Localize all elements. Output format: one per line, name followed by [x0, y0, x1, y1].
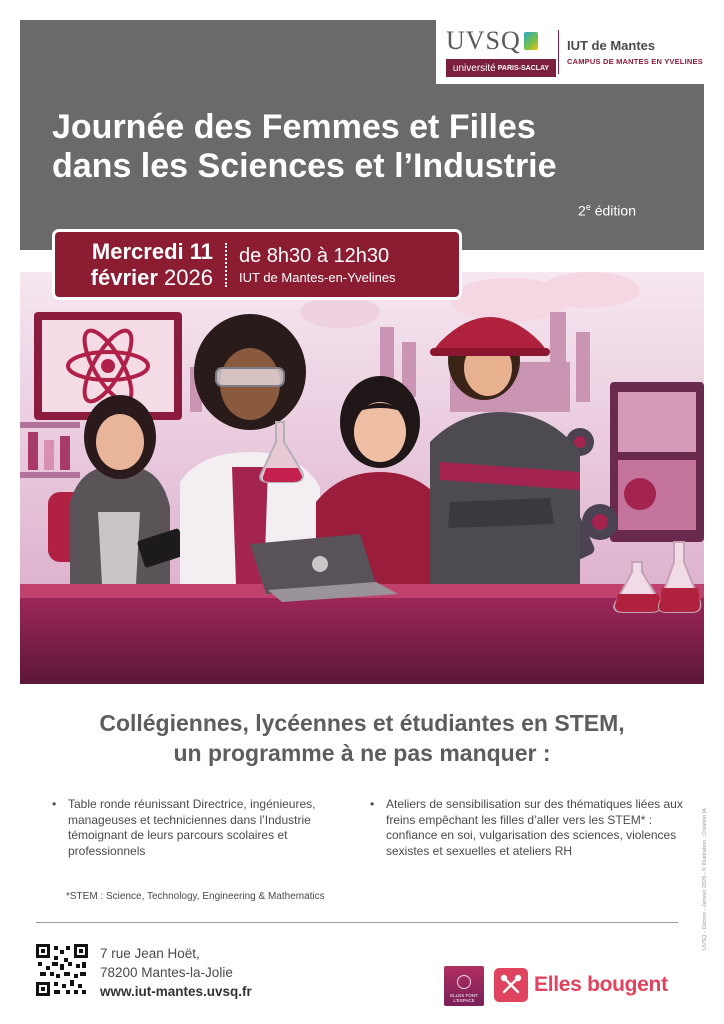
program-list: [52, 797, 692, 859]
iut-name: IUT de Mantes: [567, 38, 656, 53]
event-date: Mercredi 11 février 2026: [90, 238, 213, 290]
iut-campus: CAMPUS DE MANTES EN YVELINES: [567, 57, 703, 66]
elles-font-l-espace-logo: ELLES FONT L’ESPACE: [444, 966, 484, 1006]
logo-box: [436, 20, 704, 84]
logo-divider: [558, 30, 559, 74]
qr-code[interactable]: [36, 944, 88, 996]
list-item: • Ateliers de sensibilisation sur des thématiques liées aux freins empêchant les filles d’aller vers les STEM* : confiance en soi, vulgarisation des sciences, violences sexistes et sexuelles et ateliers RH: [370, 797, 683, 858]
uvsq-logo: [436, 27, 554, 77]
elles-bougent-logo: Elles bougent: [534, 973, 668, 996]
list-item: • Table ronde réunissant Directrice, ingénieures, manageuses et techniciennes dans l’Industrie témoignant de leurs parcours scolaires et professionnels: [52, 797, 316, 858]
uvsq-mark-icon: [524, 32, 538, 50]
stem-footnote: *STEM : Science, Technology, Engineering & Mathematics: [66, 891, 325, 902]
program-tagline: Collégiennes, lycéennes et étudiantes en STEM, un programme à ne pas manquer :: [99, 710, 625, 766]
credit-text: UVSQ - Dircom - Janvier 2026 - © Illustration : Création IA: [702, 808, 708, 950]
address-block: 7 rue Jean Hoët, 78200 Mantes-la-Jolie www.iut-mantes.uvsq.fr: [100, 946, 252, 999]
paris-saclay-badge: université PARIS-SACLAY: [446, 59, 556, 77]
planet-icon: [457, 975, 471, 989]
divider: [36, 922, 678, 923]
illustration-women-in-science: [20, 272, 704, 684]
edition-label: 2e édition: [578, 202, 636, 219]
website-link[interactable]: www.iut-mantes.uvsq.fr: [100, 984, 252, 999]
uvsq-wordmark: UVSQ: [446, 26, 521, 55]
bullet-icon: •: [370, 797, 375, 811]
elles-bougent-icon: [494, 968, 528, 1002]
bullet-icon: •: [52, 797, 57, 811]
event-time-place: de 8h30 à 12h30 IUT de Mantes-en-Yvelines: [239, 244, 396, 285]
page-title: Journée des Femmes et Filles dans les Sciences et l’Industrie: [52, 108, 557, 185]
iut-logo: [567, 38, 704, 66]
date-banner: [52, 229, 462, 300]
